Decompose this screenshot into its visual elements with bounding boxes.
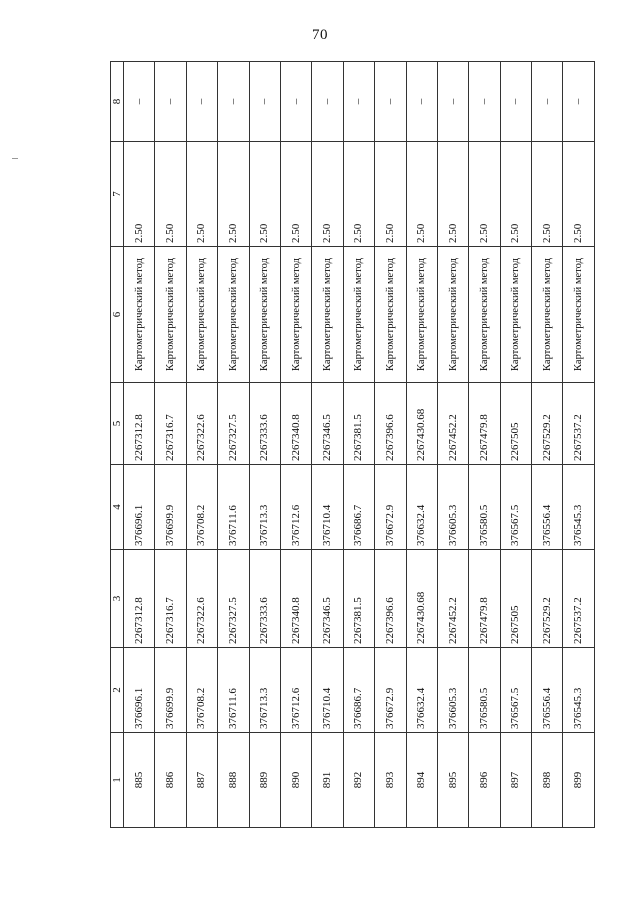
header-cell-7: 7 [111,142,124,247]
x-coordinate-existing-cell: 376696.1 [124,465,155,550]
table-row [563,62,594,828]
point-number-cell: 886 [155,733,186,828]
y-coordinate-cell: 2267505 [500,550,531,648]
y-coordinate-cell: 2267529.2 [532,550,563,648]
note-cell: – [532,62,563,142]
x-coordinate-cell: 376712.6 [280,648,311,733]
y-coordinate-existing-cell: 2267396.6 [375,383,406,465]
x-coordinate-existing-cell: 376708.2 [186,465,217,550]
method-cell: Картометрический метод [437,247,468,383]
x-coordinate-cell: 376708.2 [186,648,217,733]
note-cell: – [437,62,468,142]
note-cell: – [280,62,311,142]
x-coordinate-cell: 376556.4 [532,648,563,733]
point-number-cell: 896 [469,733,500,828]
note-cell: – [375,62,406,142]
x-coordinate-existing-cell: 376712.6 [280,465,311,550]
x-coordinate-cell: 376699.9 [155,648,186,733]
accuracy-cell: 2.50 [124,142,155,247]
point-number-cell: 893 [375,733,406,828]
accuracy-cell: 2.50 [437,142,468,247]
y-coordinate-existing-cell: 2267316.7 [155,383,186,465]
x-coordinate-cell: 376567.5 [500,648,531,733]
table-body [124,62,595,828]
y-coordinate-cell: 2267452.2 [437,550,468,648]
y-coordinate-cell: 2267312.8 [124,550,155,648]
table-row [312,62,343,828]
table-row [375,62,406,828]
point-number-cell: 887 [186,733,217,828]
y-coordinate-existing-cell: 2267381.5 [343,383,374,465]
x-coordinate-cell: 376580.5 [469,648,500,733]
y-coordinate-existing-cell: 2267312.8 [124,383,155,465]
table-row [124,62,155,828]
y-coordinate-existing-cell: 2267333.6 [249,383,280,465]
y-coordinate-existing-cell: 2267322.6 [186,383,217,465]
point-number-cell: 888 [218,733,249,828]
accuracy-cell: 2.50 [155,142,186,247]
accuracy-cell: 2.50 [343,142,374,247]
x-coordinate-cell: 376672.9 [375,648,406,733]
y-coordinate-existing-cell: 2267327.5 [218,383,249,465]
table-row [155,62,186,828]
table-row [469,62,500,828]
rotated-table-frame [110,62,588,828]
accuracy-cell: 2.50 [249,142,280,247]
method-cell: Картометрический метод [406,247,437,383]
x-coordinate-cell: 376713.3 [249,648,280,733]
note-cell: – [249,62,280,142]
method-cell: Картометрический метод [155,247,186,383]
table-row [500,62,531,828]
method-cell: Картометрический метод [375,247,406,383]
note-cell: – [218,62,249,142]
method-cell: Картометрический метод [469,247,500,383]
header-cell-1: 1 [111,733,124,828]
method-cell: Картометрический метод [312,247,343,383]
table-container [110,62,588,828]
note-cell: – [500,62,531,142]
x-coordinate-cell: 376710.4 [312,648,343,733]
point-number-cell: 892 [343,733,374,828]
x-coordinate-cell: 376632.4 [406,648,437,733]
point-number-cell: 898 [532,733,563,828]
y-coordinate-existing-cell: 2267346.5 [312,383,343,465]
y-coordinate-cell: 2267316.7 [155,550,186,648]
note-cell: – [343,62,374,142]
y-coordinate-existing-cell: 2267537.2 [563,383,594,465]
table-row [532,62,563,828]
margin-mark [12,158,18,159]
method-cell: Картометрический метод [186,247,217,383]
method-cell: Картометрический метод [532,247,563,383]
header-cell-4: 4 [111,465,124,550]
accuracy-cell: 2.50 [218,142,249,247]
x-coordinate-existing-cell: 376567.5 [500,465,531,550]
y-coordinate-existing-cell: 2267430.68 [406,383,437,465]
accuracy-cell: 2.50 [563,142,594,247]
accuracy-cell: 2.50 [312,142,343,247]
header-cell-5: 5 [111,383,124,465]
x-coordinate-existing-cell: 376711.6 [218,465,249,550]
point-number-cell: 885 [124,733,155,828]
x-coordinate-cell: 376545.3 [563,648,594,733]
point-number-cell: 899 [563,733,594,828]
table-row [343,62,374,828]
point-number-cell: 889 [249,733,280,828]
point-number-cell: 897 [500,733,531,828]
x-coordinate-existing-cell: 376632.4 [406,465,437,550]
method-cell: Картометрический метод [218,247,249,383]
y-coordinate-cell: 2267327.5 [218,550,249,648]
x-coordinate-cell: 376711.6 [218,648,249,733]
point-number-cell: 895 [437,733,468,828]
table-row [186,62,217,828]
x-coordinate-cell: 376696.1 [124,648,155,733]
x-coordinate-existing-cell: 376556.4 [532,465,563,550]
note-cell: – [186,62,217,142]
point-number-cell: 894 [406,733,437,828]
accuracy-cell: 2.50 [280,142,311,247]
table-header-row [111,62,124,828]
x-coordinate-existing-cell: 376686.7 [343,465,374,550]
x-coordinate-existing-cell: 376580.5 [469,465,500,550]
accuracy-cell: 2.50 [406,142,437,247]
y-coordinate-cell: 2267346.5 [312,550,343,648]
y-coordinate-cell: 2267537.2 [563,550,594,648]
y-coordinate-existing-cell: 2267452.2 [437,383,468,465]
y-coordinate-cell: 2267479.8 [469,550,500,648]
y-coordinate-existing-cell: 2267529.2 [532,383,563,465]
page-number: 70 [312,27,328,43]
header-cell-6: 6 [111,247,124,383]
point-number-cell: 891 [312,733,343,828]
table-row [406,62,437,828]
method-cell: Картометрический метод [563,247,594,383]
y-coordinate-existing-cell: 2267479.8 [469,383,500,465]
coordinates-table [110,61,595,828]
header-cell-2: 2 [111,648,124,733]
y-coordinate-cell: 2267340.8 [280,550,311,648]
note-cell: – [312,62,343,142]
header-cell-3: 3 [111,550,124,648]
note-cell: – [563,62,594,142]
table-row [280,62,311,828]
x-coordinate-cell: 376605.3 [437,648,468,733]
y-coordinate-existing-cell: 2267340.8 [280,383,311,465]
note-cell: – [155,62,186,142]
table-row [249,62,280,828]
y-coordinate-cell: 2267381.5 [343,550,374,648]
accuracy-cell: 2.50 [532,142,563,247]
x-coordinate-existing-cell: 376672.9 [375,465,406,550]
header-cell-8: 8 [111,62,124,142]
table-row [218,62,249,828]
y-coordinate-existing-cell: 2267505 [500,383,531,465]
table-row [437,62,468,828]
method-cell: Картометрический метод [124,247,155,383]
accuracy-cell: 2.50 [375,142,406,247]
x-coordinate-existing-cell: 376605.3 [437,465,468,550]
method-cell: Картометрический метод [249,247,280,383]
x-coordinate-existing-cell: 376545.3 [563,465,594,550]
y-coordinate-cell: 2267396.6 [375,550,406,648]
note-cell: – [124,62,155,142]
note-cell: – [406,62,437,142]
accuracy-cell: 2.50 [469,142,500,247]
method-cell: Картометрический метод [343,247,374,383]
method-cell: Картометрический метод [500,247,531,383]
y-coordinate-cell: 2267430.68 [406,550,437,648]
point-number-cell: 890 [280,733,311,828]
x-coordinate-cell: 376686.7 [343,648,374,733]
accuracy-cell: 2.50 [186,142,217,247]
x-coordinate-existing-cell: 376710.4 [312,465,343,550]
y-coordinate-cell: 2267333.6 [249,550,280,648]
x-coordinate-existing-cell: 376699.9 [155,465,186,550]
method-cell: Картометрический метод [280,247,311,383]
note-cell: – [469,62,500,142]
accuracy-cell: 2.50 [500,142,531,247]
y-coordinate-cell: 2267322.6 [186,550,217,648]
x-coordinate-existing-cell: 376713.3 [249,465,280,550]
